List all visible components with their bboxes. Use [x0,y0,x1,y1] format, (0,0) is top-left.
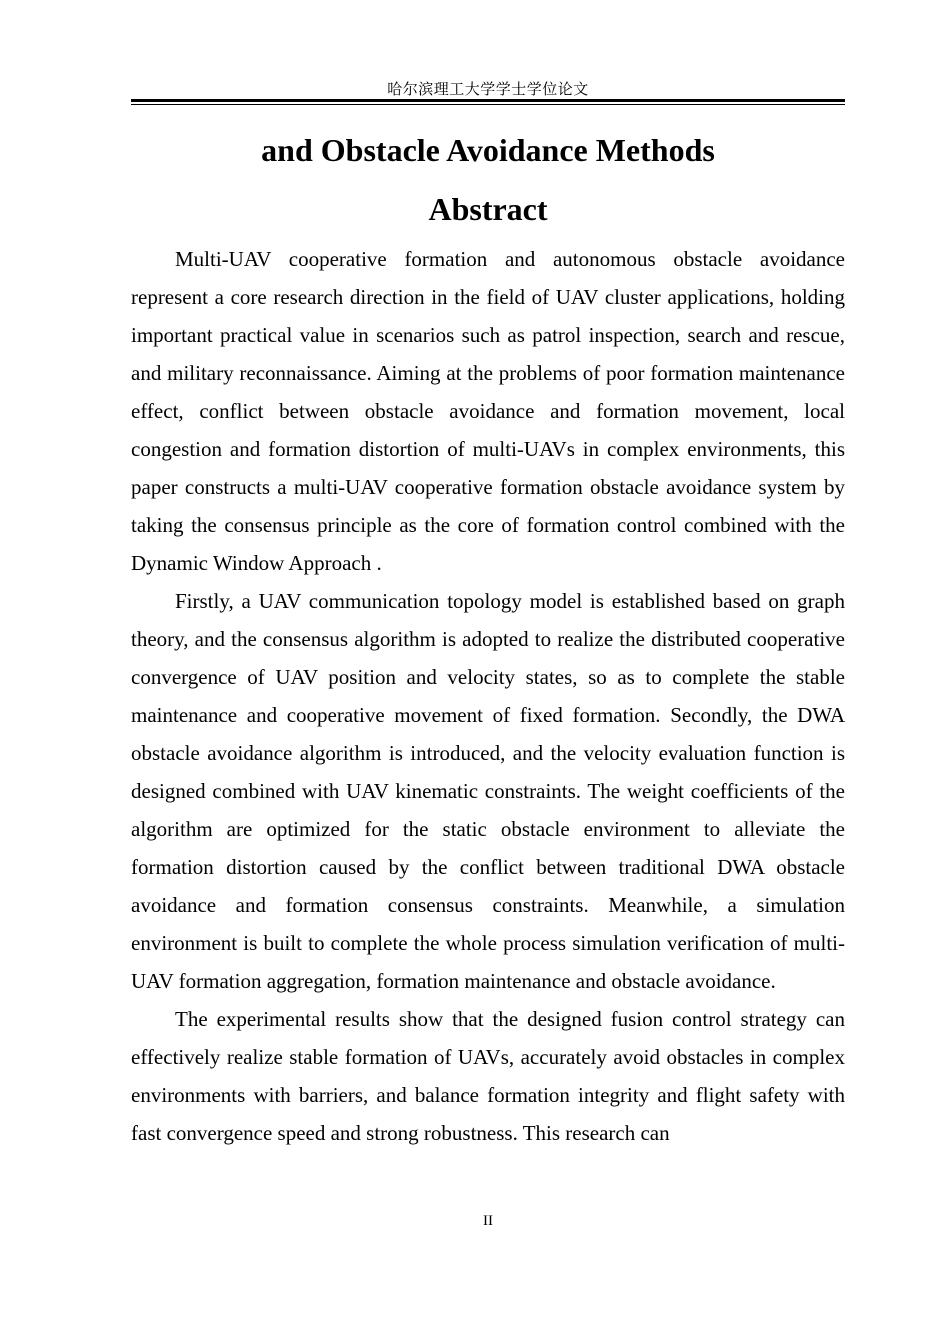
header-double-rule [131,99,845,105]
page-number: II [483,1213,493,1229]
thesis-title-continuation: and Obstacle Avoidance Methods [261,132,715,168]
abstract-paragraph-3: The experimental results show that the designed fusion control strategy can effectively realize stable formation of UAVs, accurately avoid obstacles in complex environments with barriers, and balance formation integrity and flight safety with fast convergence speed and strong robustness. This research can [131,1007,845,1145]
abstract-heading: Abstract [428,191,548,227]
running-header: 哈尔滨理工大学学士学位论文 [387,80,589,98]
abstract-body [131,240,845,1152]
abstract-paragraph-2: Firstly, a UAV communication topology model is established based on graph theory, and the consensus algorithm is adopted to realize the distributed cooperative convergence of UAV position and velocity states, so as to complete the stable maintenance and cooperative movement of fixed formation. Secondly, the DWA obstacle avoidance algorithm is introduced, and the velocity evaluation function is designed combined with UAV kinematic constraints. The weight coefficients of the algorithm are optimized for the static obstacle environment to alleviate the formation distortion caused by the conflict between traditional DWA obstacle avoidance and formation consensus constraints. Meanwhile, a simulation environment is built to complete the whole process simulation verification of multi-UAV formation aggregation, formation maintenance and obstacle avoidance. [131,589,845,993]
abstract-paragraph-1: Multi-UAV cooperative formation and autonomous obstacle avoidance represent a core research direction in the field of UAV cluster applications, holding important practical value in scenarios such as patrol inspection, search and rescue, and military reconnaissance. Aiming at the problems of poor formation maintenance effect, conflict between obstacle avoidance and formation movement, local congestion and formation distortion of multi-UAVs in complex environments, this paper constructs a multi-UAV cooperative formation obstacle avoidance system by taking the consensus principle as the core of formation control combined with the Dynamic Window Approach . [131,247,845,575]
